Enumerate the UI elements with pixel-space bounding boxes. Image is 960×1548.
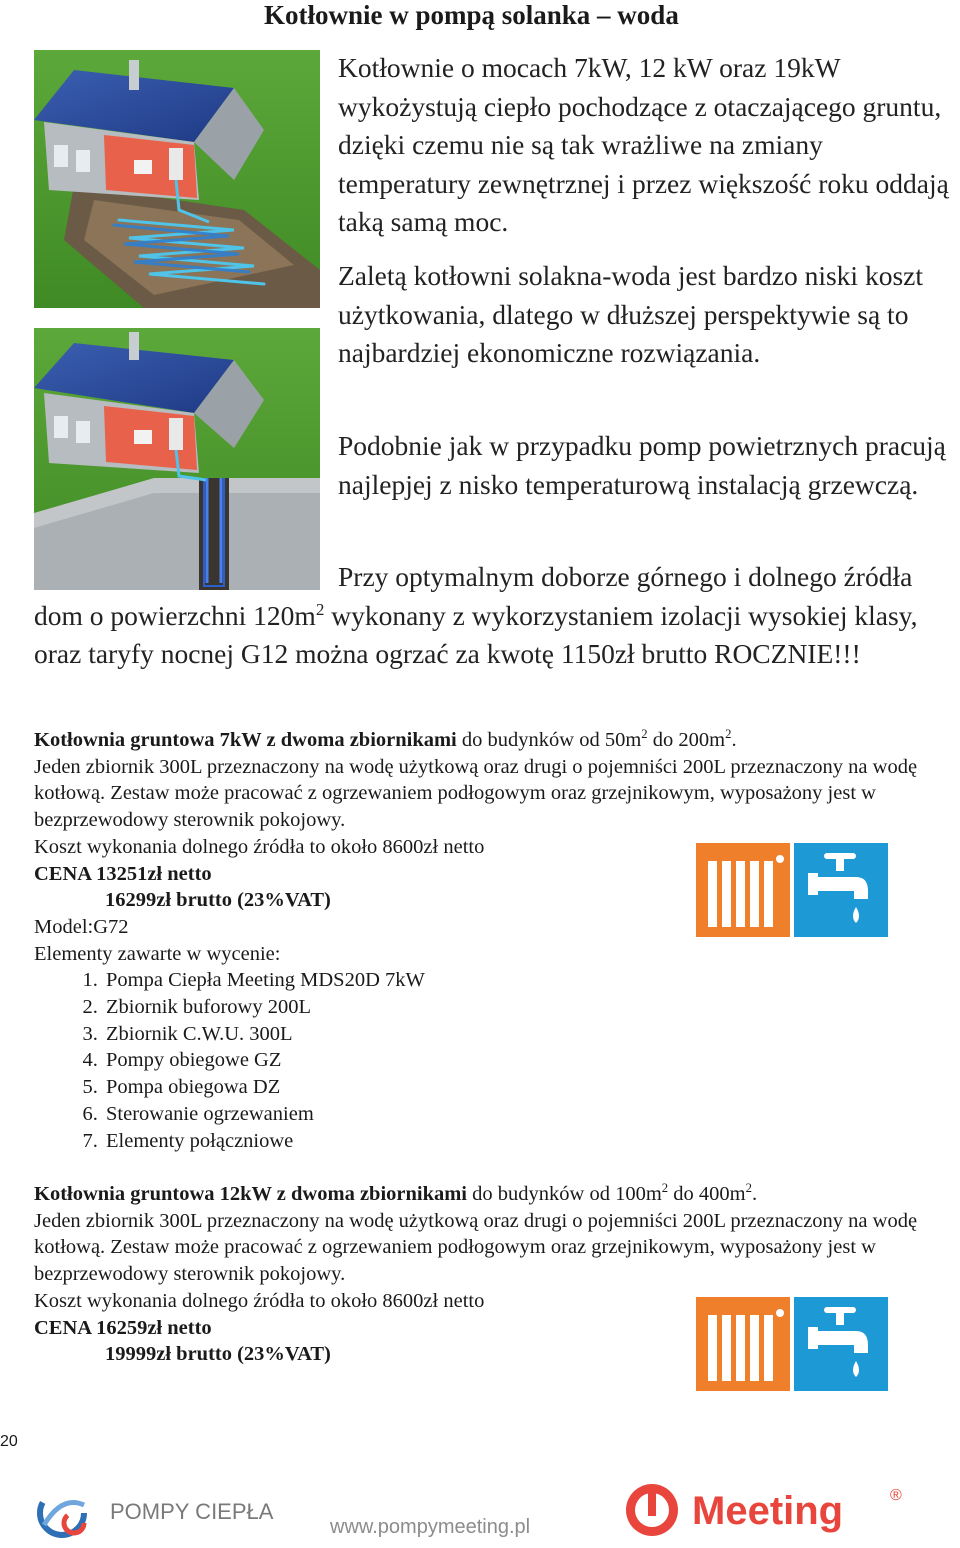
radiator-icon [696,1297,790,1391]
offer-description: Jeden zbiornik 300L przeznaczony na wodę użytkową oraz drugi o pojemniści 200L przeznaczony na wodę kotłową. Zestaw może pracować z ogrzewaniem podłogowym oraz grzejnikowym, wyposażony jest w bezprzewodowy sterownik pokojowy. [34,1209,918,1286]
radiator-icon [696,843,790,937]
house-horizontal-loop-icon [34,50,320,308]
price-net: CENA 13251zł netto [34,862,212,885]
price-gross: 19999zł brutto (23%VAT) [105,1343,331,1366]
water-tap-icon [794,843,888,937]
intro-paragraph-2: Zaletą kotłowni solakna-woda jest bardzo niski koszt użytkowania, dlatego w dłuższej perspektywie są to najbardziej ekonomiczne rozwiązania. [338,260,923,368]
list-item: 5. Pompa obiegowa DZ [103,1074,958,1101]
meeting-logo [620,1480,920,1542]
price-net: CENA 16259zł netto [34,1316,212,1339]
offer-section-7kw [34,727,958,1154]
offer-heading: Kotłownia gruntowa 7kW z dwoma zbiornikami do budynków od $50m^2$ do $200m^2$. [34,727,737,751]
model-label: Model:G72 [34,915,129,938]
brand-left-text: POMPY CIEPŁA [110,1499,274,1524]
page-number: 20 [0,1433,18,1450]
lower-source-cost: Koszt wykonania dolnego źródła to około 8600zł netto [34,1289,485,1312]
optimal-paragraph: Przy optymalnym doborze górnego i dolnego źródła dom o powierzchni $120m^2$ wykonany z wykorzystaniem izolacji wysokiej klasy, oraz taryfy nocnej G12 można ogrzać za kwotę 1150zł brutto ROCZNIE!!! [34,561,918,669]
elements-label: Elementy zawarte w wycenie: [34,942,281,965]
elements-list [34,967,958,1154]
water-tap-icon [794,1297,888,1391]
page-title: Kotłownie w pompą solanka – woda [264,0,679,30]
intro-paragraph-3: Podobnie jak w przypadku pomp powietrznych pracują najlepjej z nisko temperaturową instalacją grzewczą. [338,430,946,500]
feature-icons-7kw [696,843,888,937]
list-item: 7. Elementy połączniowe [103,1128,958,1155]
feature-icons-12kw [696,1297,888,1391]
brand-right-text: Meeting [692,1489,844,1533]
price-gross: 16299zł brutto (23%VAT) [105,889,331,912]
list-item: 2. Zbiornik buforowy 200L [103,994,958,1021]
list-item: 3. Zbiornik C.W.U. 300L [103,1021,958,1048]
registered-mark: ® [890,1487,902,1504]
house-vertical-borehole-icon [34,328,320,590]
list-item: 4. Pompy obiegowe GZ [103,1047,958,1074]
pompy-ciepla-logo [34,1485,274,1541]
list-item: 6. Sterowanie ogrzewaniem [103,1101,958,1128]
list-item: 1. Pompa Ciepła Meeting MDS20D 7kW [103,967,958,994]
intro-paragraph-1: Kotłownie o mocach 7kW, 12 kW oraz 19kW wykożystują ciepło pochodzące z otaczającego gruntu, dzięki czemu nie są tak wrażliwe na zmiany temperatury zewnętrznej i przez większość roku oddają taką samą moc. [338,52,949,237]
lower-source-cost: Koszt wykonania dolnego źródła to około 8600zł netto [34,835,485,858]
offer-description: Jeden zbiornik 300L przeznaczony na wodę użytkową oraz drugi o pojemniści 200L przeznaczony na wodę kotłową. Zestaw może pracować z ogrzewaniem podłogowym oraz grzejnikowym, wyposażony jest w bezprzewodowy sterownik pokojowy. [34,755,918,832]
footer-url: www.pompymeeting.pl [330,1516,531,1538]
offer-heading: Kotłownia gruntowa 12kW z dwoma zbiornikami do budynków od $100m^2$ do $400m^2$. [34,1181,758,1205]
